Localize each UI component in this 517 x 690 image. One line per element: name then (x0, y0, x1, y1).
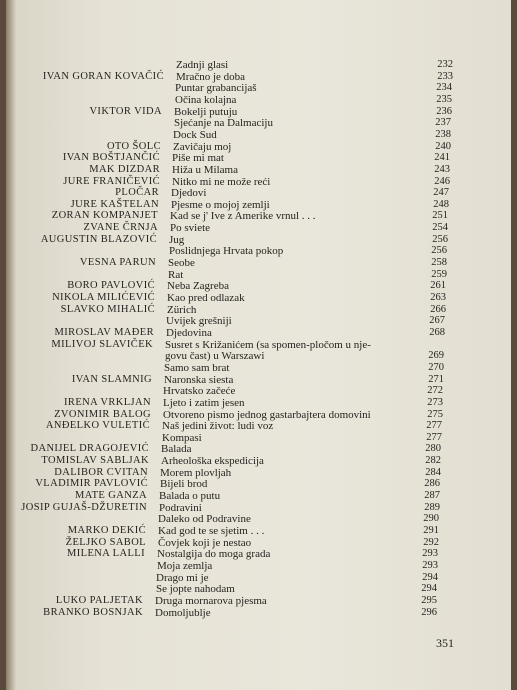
toc-title: Kao pred odlazak (167, 292, 245, 304)
toc-title: Podravini (159, 501, 202, 514)
toc-row (6, 129, 511, 141)
toc-page-number: 275 (427, 408, 443, 420)
toc-page-number: 236 (436, 105, 452, 117)
toc-author: MATE GANZA (75, 490, 147, 502)
toc-title: Bokelji putuju (174, 105, 238, 118)
toc-page-number: 258 (431, 257, 447, 269)
toc-page-number: 261 (430, 280, 446, 292)
toc-page-number: 241 (434, 152, 450, 164)
toc-author: ZVONIMIR BALOG (54, 408, 151, 420)
toc-author: SLAVKO MIHALIĆ (60, 303, 155, 315)
toc-title: Kad god te se sjetim . . . (158, 525, 265, 537)
toc-row (6, 199, 511, 211)
toc-page-number: 237 (435, 117, 451, 129)
toc-title: Se jopte nahodam (156, 583, 235, 596)
toc-page-number: 232 (437, 59, 453, 70)
toc-title: Otvoreno pismo jednog gastarbajtera domovini (163, 408, 371, 421)
toc-author: MIROSLAV MAĐER (54, 326, 154, 338)
toc-page-number: 287 (424, 490, 440, 502)
toc-page-number: 251 (432, 210, 448, 222)
toc-page-number: 271 (428, 373, 444, 385)
toc-row (6, 572, 511, 584)
toc-row (6, 315, 511, 327)
toc-page-number: 295 (421, 594, 437, 606)
toc-page-number: 289 (424, 501, 440, 513)
toc-page-number: 268 (429, 326, 445, 338)
toc-title: Sjećanje na Dalmaciju (174, 117, 273, 130)
toc-row (6, 595, 511, 607)
toc-page-number: 263 (430, 292, 446, 303)
toc-author: ZORAN KOMPANJET (51, 210, 158, 222)
toc-row (6, 71, 511, 83)
toc-row (6, 176, 511, 188)
toc-row (6, 82, 511, 94)
toc-title: Balada (161, 443, 192, 456)
toc-page-number: 246 (434, 175, 450, 187)
toc-page-number: 235 (436, 93, 452, 105)
toc-title: Nostalgija do moga grada (157, 548, 271, 561)
toc-title: Naronska siesta (164, 373, 234, 386)
toc-row (6, 409, 511, 421)
toc-page-number: 277 (426, 431, 442, 443)
toc-title: Čovjek koji je nestao (158, 536, 252, 549)
toc-page-number: 294 (421, 583, 437, 595)
toc-row (6, 502, 511, 514)
toc-title: Djedovina (166, 326, 212, 339)
toc-row (6, 187, 511, 199)
toc-row (6, 397, 511, 409)
toc-page-number: 243 (434, 163, 450, 175)
toc-title: Drago mi je (156, 571, 209, 584)
toc-page-number: 266 (430, 303, 446, 315)
toc-row (6, 513, 511, 525)
toc-row (6, 362, 511, 374)
toc-author: VLADIMIR PAVLOVIĆ (35, 478, 148, 490)
toc-row (6, 537, 511, 549)
toc-row (6, 339, 511, 351)
toc-title: Daleko od Podravine (158, 513, 251, 526)
book-page (6, 0, 511, 690)
toc-row (6, 304, 511, 316)
toc-row (6, 525, 511, 537)
toc-title: Pjesme o mojoj zemlji (171, 198, 270, 211)
toc-author: MAK DIZDAR (89, 163, 160, 175)
toc-title: Uvijek grešniji (166, 315, 232, 328)
toc-title: Kompasi (162, 431, 202, 444)
toc-title: Hrvatsko začeće (163, 385, 236, 398)
toc-row (6, 222, 511, 234)
toc-title: Balada o putu (159, 490, 221, 503)
toc-author: BORO PAVLOVIĆ (67, 280, 155, 292)
toc-page-number: 277 (426, 420, 442, 432)
toc-page-number: 240 (435, 140, 451, 152)
toc-row (6, 152, 511, 164)
toc-title: Nitko mi ne može reći (172, 175, 271, 188)
toc-title: Zadnji glasi (176, 59, 229, 71)
toc-row (6, 467, 511, 479)
toc-title: Moja zemlja (157, 559, 213, 572)
toc-title: Mračno je doba (176, 70, 246, 83)
toc-title: Neba Zagreba (167, 280, 229, 293)
toc-page-number: 284 (425, 466, 441, 478)
toc-page-number: 256 (431, 245, 447, 257)
toc-page-number: 272 (427, 385, 443, 397)
toc-title: Samo sam brat (164, 361, 230, 374)
toc-author: DANIJEL DRAGOJEVIĆ (30, 443, 149, 455)
toc-page-number: 254 (432, 222, 448, 234)
toc-row (6, 234, 511, 246)
toc-row (6, 327, 511, 339)
toc-author: MILIVOJ SLAVIČEK (51, 338, 153, 350)
toc-author: DALIBOR CVITAN (54, 466, 148, 478)
toc-author: BRANKO BOSNJAK (43, 606, 143, 618)
toc-author: NIKOLA MILIĆEVIĆ (52, 292, 155, 303)
toc-author: IVAN SLAMNIG (71, 373, 152, 385)
toc-page-number: 296 (421, 606, 437, 618)
toc-row (6, 210, 511, 222)
toc-row (6, 478, 511, 490)
toc-page-number: 269 (428, 350, 444, 362)
toc-row (6, 292, 511, 304)
toc-page-number: 233 (437, 70, 453, 82)
toc-page-number: 248 (433, 198, 449, 210)
toc-title: Bijeli brod (160, 478, 208, 491)
toc-page-number: 292 (423, 536, 439, 548)
toc-author: VIKTOR VIDA (89, 105, 162, 117)
toc-row (6, 583, 511, 595)
toc-title: Susret s Križanićem (sa spomen-pločom u nje- (165, 338, 371, 351)
toc-author: IVAN GORAN KOVAČIĆ (42, 70, 164, 82)
toc-title: Dock Sud (173, 128, 217, 141)
toc-title: Zürich (167, 303, 197, 316)
toc-author: LUKO PALJETAK (55, 594, 143, 606)
toc-row (6, 94, 511, 106)
toc-row (6, 350, 511, 362)
toc-page-number: 290 (423, 513, 439, 525)
toc-row (6, 455, 511, 467)
toc-page-number: 238 (435, 128, 451, 140)
toc-page-number: 256 (432, 233, 448, 245)
toc-author: TOMISLAV SABLJAK (41, 455, 149, 467)
toc-author: ZVANE ČRNJA (83, 222, 158, 234)
toc-row (6, 490, 511, 502)
toc-row (6, 117, 511, 129)
toc-row (6, 280, 511, 292)
toc-title: govu čast) u Warszawi (165, 350, 265, 363)
toc-title: Domoljublje (155, 606, 211, 619)
toc-row (6, 245, 511, 257)
toc-page-number: 291 (423, 525, 439, 536)
toc-row (6, 443, 511, 455)
toc-author: MARKO DEKIĆ (67, 525, 146, 536)
toc-title: Očina kolajna (175, 93, 237, 106)
toc-author: JURE FRANIČEVIĆ (63, 175, 160, 187)
toc-author: ŽELJKO SABOL (65, 536, 146, 548)
toc-title: Rat (168, 268, 184, 281)
toc-row (6, 164, 511, 176)
toc-row (6, 420, 511, 432)
toc-page-number: 247 (433, 187, 449, 199)
toc-author: OTO ŠOLC (106, 140, 161, 152)
toc-author: MILENA LALLI (67, 548, 145, 560)
toc-page-number: 259 (431, 268, 447, 280)
toc-row (6, 59, 511, 71)
toc-page-number: 293 (422, 548, 438, 560)
toc-row (6, 257, 511, 269)
toc-title: Hiža u Milama (172, 163, 238, 176)
toc-row (6, 432, 511, 444)
toc-row (6, 385, 511, 397)
toc-author: PLOČAR (115, 187, 159, 199)
toc-title: Arheološka ekspedicija (161, 455, 264, 468)
toc-page-number: 267 (429, 315, 445, 327)
toc-page-number: 294 (422, 571, 438, 583)
toc-row (6, 269, 511, 281)
toc-page-number: 293 (422, 559, 438, 571)
toc-author: VESNA PARUN (79, 257, 156, 269)
toc-row (6, 548, 511, 560)
toc-author: IRENA VRKLJAN (64, 396, 151, 408)
toc-page-number: 280 (425, 443, 441, 455)
toc-author: JOSIP GUJAŠ-DŽURETIN (21, 501, 147, 513)
toc-title: Jug (169, 233, 185, 246)
toc-row (6, 141, 511, 153)
page-number: 351 (436, 636, 454, 650)
toc-author: ANĐELKO VULETIĆ (45, 420, 150, 432)
toc-title: Po sviete (170, 222, 211, 235)
toc-title: Naš jedini život: ludi voz (162, 420, 274, 433)
toc-author: IVAN BOŠTJANČIĆ (62, 152, 160, 164)
toc-page-number: 234 (436, 82, 452, 94)
toc-title: Puntar grabancijaš (175, 82, 257, 95)
toc-title: Djedovi (171, 187, 207, 200)
toc-row (6, 560, 511, 572)
toc-page-number: 286 (424, 478, 440, 490)
toc-title: Kad se j' Ive z Amerike vrnul . . . (170, 210, 316, 223)
toc-author: AUGUSTIN BLAZOVIĆ (40, 233, 157, 245)
toc-title: Druga mornarova pjesma (155, 594, 267, 607)
toc-row (6, 106, 511, 118)
toc-title: Morem plovljah (160, 466, 232, 479)
toc-title: Ljeto i zatim jesen (163, 396, 245, 409)
toc-title: Seobe (168, 257, 195, 270)
toc-page-number: 273 (427, 396, 443, 408)
toc-title: Piše mi mat (172, 152, 224, 165)
toc-row (6, 607, 511, 619)
toc-title: Zavičaju moj (173, 140, 232, 153)
toc-row (6, 374, 511, 386)
toc-author: JURE KAŠTELAN (70, 198, 159, 210)
toc-title: Poslidnjega Hrvata pokop (169, 245, 284, 258)
toc-page-number: 270 (428, 361, 444, 373)
toc-page-number: 282 (425, 455, 441, 467)
